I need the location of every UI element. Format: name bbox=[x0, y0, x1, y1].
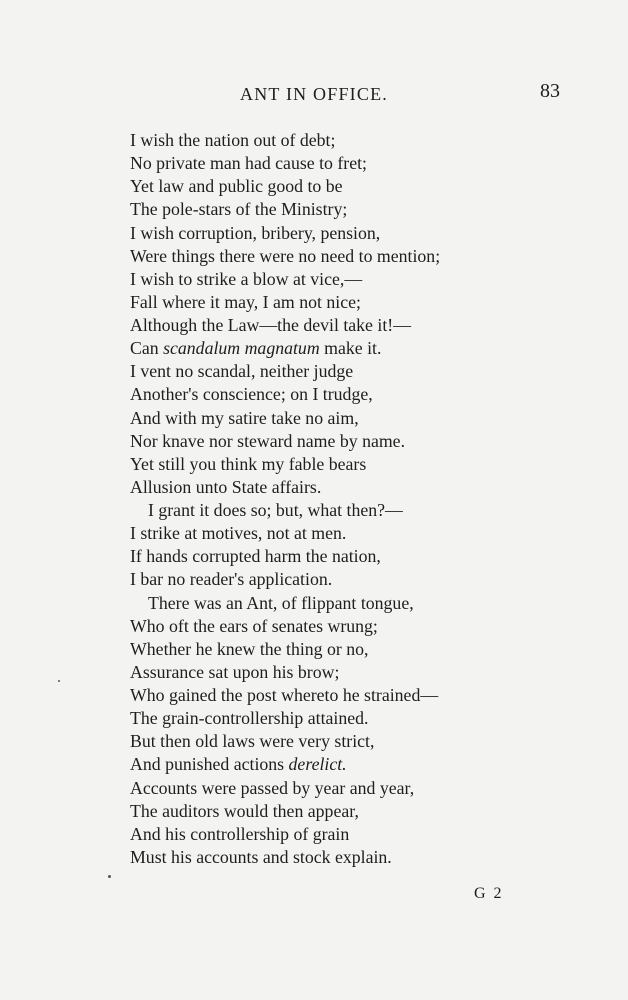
poem-text bbox=[130, 129, 610, 869]
print-speck bbox=[108, 875, 111, 878]
line-text: The grain-controllership attained. bbox=[130, 708, 369, 729]
poem-line bbox=[130, 314, 610, 337]
line-text: Were things there were no need to mention; bbox=[130, 245, 441, 266]
poem-line bbox=[130, 291, 610, 314]
line-text: I vent no scandal, neither judge bbox=[130, 361, 354, 382]
line-text: Whether he knew the thing or no, bbox=[130, 638, 369, 659]
poem-line bbox=[130, 383, 610, 406]
line-text: make it. bbox=[319, 338, 382, 359]
line-text: I wish the nation out of debt; bbox=[130, 130, 336, 150]
poem-line bbox=[130, 592, 610, 615]
line-text: Another's conscience; on I trudge, bbox=[130, 384, 373, 405]
poem-line bbox=[130, 777, 610, 800]
line-text: Accounts were passed by year and year, bbox=[130, 777, 415, 798]
line-text: Yet law and public good to be bbox=[130, 176, 343, 197]
poem-line bbox=[130, 268, 610, 291]
poem-line bbox=[130, 476, 610, 499]
poem-line bbox=[130, 568, 610, 591]
line-text: Fall where it may, I am not nice; bbox=[130, 291, 361, 312]
line-text: And his controllership of grain bbox=[130, 823, 350, 844]
line-text: Must his accounts and stock explain. bbox=[130, 846, 392, 867]
line-text: Who gained the post whereto he strained— bbox=[130, 685, 439, 705]
poem-line bbox=[130, 730, 610, 753]
running-title: ANT IN OFFICE. bbox=[240, 84, 388, 104]
line-text: Allusion unto State affairs. bbox=[130, 476, 322, 497]
line-text: And punished actions bbox=[130, 754, 289, 775]
line-text: The auditors would then appear, bbox=[130, 800, 359, 821]
poem-line bbox=[130, 337, 610, 360]
line-text: Assurance sat upon his brow; bbox=[130, 661, 340, 682]
poem-line bbox=[130, 522, 610, 545]
poem-line bbox=[130, 684, 610, 707]
line-text: If hands corrupted harm the nation, bbox=[130, 546, 381, 567]
poem-line bbox=[130, 245, 610, 268]
line-text: But then old laws were very strict, bbox=[130, 731, 375, 752]
line-text: I grant it does so; but, what then?— bbox=[148, 500, 403, 520]
line-text: I wish to strike a blow at vice,— bbox=[130, 268, 363, 289]
poem-line bbox=[130, 198, 610, 221]
poem-line bbox=[130, 545, 610, 568]
poem-line bbox=[130, 129, 610, 152]
line-text: The pole-stars of the Ministry; bbox=[130, 199, 348, 220]
line-text: I bar no reader's application. bbox=[130, 569, 333, 590]
italic-phrase: derelict. bbox=[288, 754, 347, 775]
poem-line bbox=[130, 846, 610, 869]
poem-line bbox=[130, 823, 610, 846]
poem-line bbox=[130, 638, 610, 661]
poem-line bbox=[130, 360, 610, 383]
line-text: There was an Ant, of flippant tongue, bbox=[148, 592, 414, 613]
poem-line bbox=[130, 707, 610, 730]
poem-line bbox=[130, 453, 610, 476]
poem-line bbox=[130, 499, 610, 522]
poem-line bbox=[130, 430, 610, 453]
line-text: Nor knave nor steward name by name. bbox=[130, 430, 406, 451]
line-text: Yet still you think my fable bears bbox=[130, 453, 367, 474]
poem-line bbox=[130, 753, 610, 776]
poem-line bbox=[130, 175, 610, 198]
line-text: I strike at motives, not at men. bbox=[130, 523, 347, 544]
print-speck bbox=[58, 680, 60, 682]
line-text: Can bbox=[130, 338, 164, 359]
signature-mark: G 2 bbox=[474, 885, 504, 902]
line-text: Although the Law—the devil take it!— bbox=[130, 315, 411, 335]
poem-line bbox=[130, 800, 610, 823]
poem-line bbox=[130, 222, 610, 245]
line-text: No private man had cause to fret; bbox=[130, 153, 367, 174]
poem-line bbox=[130, 407, 610, 430]
italic-phrase: scandalum magnatum bbox=[163, 338, 320, 359]
poem-line bbox=[130, 615, 610, 638]
line-text: And with my satire take no aim, bbox=[130, 407, 359, 428]
poem-line bbox=[130, 661, 610, 684]
poem-line bbox=[130, 152, 610, 175]
line-text: I wish corruption, bribery, pension, bbox=[130, 222, 381, 243]
page-number: 83 bbox=[540, 80, 560, 102]
line-text: Who oft the ears of senates wrung; bbox=[130, 615, 378, 636]
